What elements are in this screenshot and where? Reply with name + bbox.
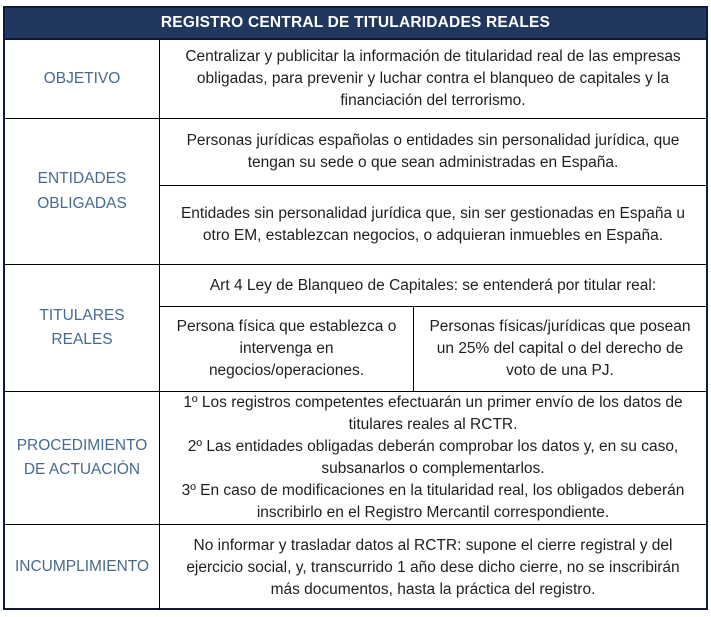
cell-entidades-item-1: Personas jurídicas españolas o entidades sin personalidad jurídica, que tengan su sede o que sean administradas en España. (160, 119, 706, 186)
cell-entidades-item-2: Entidades sin personalidad jurídica que, sin ser gestionadas en España u otro EM, establezcan negocios, o adquieran inmuebles en España. (160, 186, 706, 265)
cell-incumplimiento-text: No informar y trasladar datos al RCTR: supone el cierre registral y del ejercicio social, y, transcurrido 1 año dese dicho cierre, no se inscribirán más documentos, hasta la práctica del registro. (186, 536, 680, 598)
row-label-procedimiento: PROCEDIMIENTO DE ACTUACIÓN (5, 392, 160, 525)
cell-procedimiento-text (160, 392, 706, 525)
row-label-objetivo: OBJETIVO (5, 40, 160, 119)
cell-titulares-right: Personas físicas/jurídicas que posean un 25% del capital o del derecho de voto de una PJ. (414, 307, 706, 392)
table-header-bar (5, 8, 706, 40)
row-label-incumplimiento: INCUMPLIMIENTO (5, 525, 160, 610)
document-table (3, 6, 708, 610)
table-grid (5, 40, 706, 610)
row-label-entidades-obligadas: ENTIDADES OBLIGADAS (5, 119, 160, 265)
cell-objetivo-text: Centralizar y publicitar la información de titularidad real de las empresas obligadas, para prevenir y luchar contra el blanqueo de capitales y la financiación del terrorismo. (160, 40, 706, 119)
procedimiento-step-3: 3º En caso de modificaciones en la titularidad real, los obligados deberán inscribirlo en el Registro Mercantil correspondiente. (181, 482, 685, 521)
table-title: REGISTRO CENTRAL DE TITULARIDADES REALES (160, 14, 551, 31)
cell-titulares-intro: Art 4 Ley de Blanqueo de Capitales: se entenderá por titular real: (160, 265, 706, 307)
procedimiento-step-1: 1º Los registros competentes efectuarán un primer envío de los datos de titulares reales al RCTR. (183, 394, 683, 433)
cell-titulares-left: Persona física que establezca o intervenga en negocios/operaciones. (160, 307, 414, 392)
procedimiento-step-2: 2º Las entidades obligadas deberán comprobar los datos y, en su caso, subsanarlos o complementarlos. (187, 438, 679, 477)
row-label-titulares-reales: TITULARES REALES (5, 265, 160, 392)
